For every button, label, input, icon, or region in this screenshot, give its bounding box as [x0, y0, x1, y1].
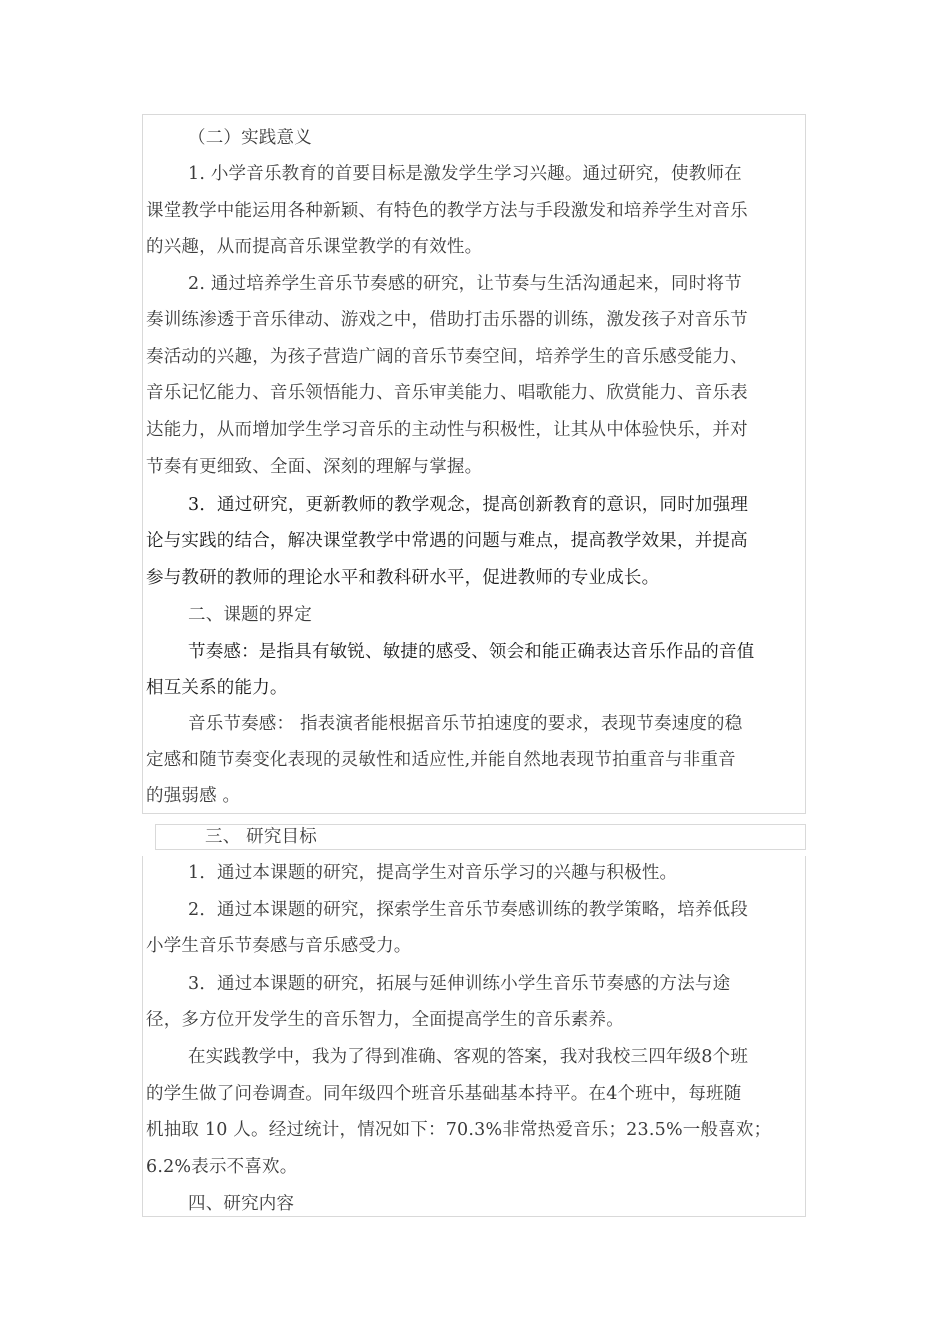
def2-line1: 音乐节奏感： 指表演者能根据音乐节拍速度的要求，表现节奏速度的稳: [188, 714, 743, 734]
item2-line1: 2. 通过培养学生音乐节奏感的研究，让节奏与生活沟通起来，同时将节: [188, 274, 742, 294]
item3-line2: 论与实践的结合，解决课堂教学中常遇的问题与难点，提高教学效果，并提高: [146, 531, 748, 551]
item2-line5: 达能力，从而增加学生学习音乐的主动性与积极性，让其从中体验快乐，并对: [146, 420, 748, 440]
item3-line3: 参与教研的教师的理论水平和教科研水平，促进教师的专业成长。: [146, 568, 660, 588]
goal2-line2: 小学生音乐节奏感与音乐感受力。: [146, 936, 412, 956]
goal3-line1: 3．通过本课题的研究，拓展与延伸训练小学生音乐节奏感的方法与途: [188, 974, 731, 994]
section-heading-research-content: 四、研究内容: [188, 1194, 295, 1214]
item1-line1: 1. 小学音乐教育的首要目标是激发学生学习兴趣。通过研究，使教师在: [188, 164, 742, 184]
item1-line3: 的兴趣，从而提高音乐课堂教学的有效性。: [146, 237, 483, 257]
survey-line3: 机抽取 10 人。经过统计，情况如下：70.3%非常热爱音乐；23.5%一般喜欢；: [146, 1120, 772, 1140]
item1-line2: 课堂教学中能运用各种新颖、有特色的教学方法与手段激发和培养学生对音乐: [146, 201, 748, 221]
item2-line4: 音乐记忆能力、音乐领悟能力、音乐审美能力、唱歌能力、欣赏能力、音乐表: [146, 383, 748, 403]
item2-line3: 奏活动的兴趣，为孩子营造广阔的音乐节奏空间，培养学生的音乐感受能力、: [146, 347, 748, 367]
goal2-line1: 2．通过本课题的研究，探索学生音乐节奏感训练的教学策略，培养低段: [188, 900, 749, 920]
item2-line6: 节奏有更细致、全面、深刻的理解与掌握。: [146, 457, 483, 477]
survey-line1: 在实践教学中，我为了得到准确、客观的答案，我对我校三四年级8个班: [188, 1047, 749, 1067]
survey-line4: 6.2%表示不喜欢。: [146, 1157, 298, 1177]
def2-line3: 的强弱感 。: [146, 786, 241, 806]
survey-line2: 的学生做了问卷调查。同年级四个班音乐基础基本持平。在4个班中，每班随: [146, 1084, 742, 1104]
section-heading-research-goals: 三、 研究目标: [205, 827, 317, 847]
section-heading-practical-significance: （二）实践意义: [188, 128, 312, 148]
section-heading-topic-definition: 二、课题的界定: [188, 605, 312, 625]
goal3-line2: 径，多方位开发学生的音乐智力，全面提高学生的音乐素养。: [146, 1010, 624, 1030]
def1-line1: 节奏感：是指具有敏锐、敏捷的感受、领会和能正确表达音乐作品的音值: [188, 642, 755, 662]
def2-line2: 定感和随节奏变化表现的灵敏性和适应性,并能自然地表现节拍重音与非重音: [146, 750, 736, 770]
item3-line1: 3．通过研究，更新教师的教学观念，提高创新教育的意识，同时加强理: [188, 495, 749, 515]
goal1-line1: 1．通过本课题的研究，提高学生对音乐学习的兴趣与积极性。: [188, 863, 678, 883]
item2-line2: 奏训练渗透于音乐律动、游戏之中，借助打击乐器的训练，激发孩子对音乐节: [146, 310, 748, 330]
def1-line2: 相互关系的能力。: [146, 678, 288, 698]
